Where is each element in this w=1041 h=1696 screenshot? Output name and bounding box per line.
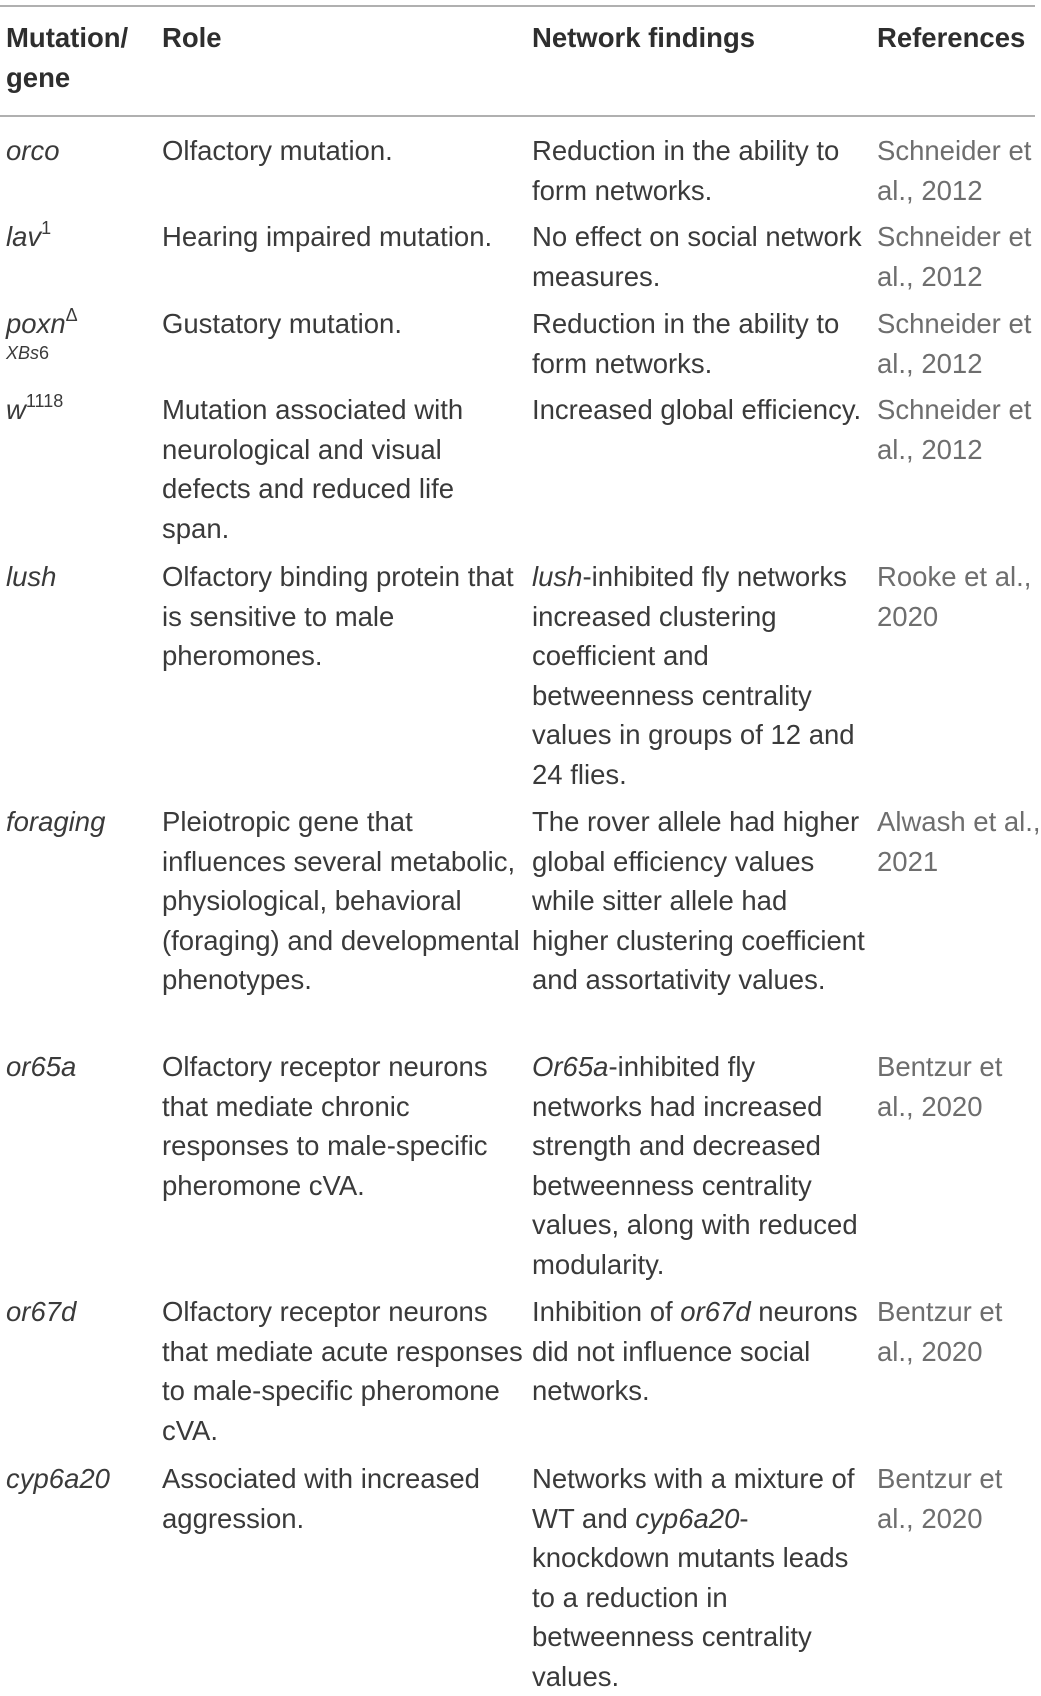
table-row [0,390,1041,557]
gene-cell: lush [6,561,57,592]
findings-prefix: Networks with a mixture of WT and [532,1463,855,1534]
reference-cell: Rooke et al., 2020 [877,561,1032,632]
findings-cell: Reduction in the ability to form networks. [532,308,840,379]
gene-subscript [6,342,154,364]
table-top-rule [0,5,1035,7]
gene-superscript: 1 [41,218,52,238]
table-row [0,1459,1041,1692]
gene-cell: or65a [6,1051,77,1082]
header-role: Role [162,22,222,53]
findings-gene: Or65a [532,1051,609,1082]
header-findings: Network findings [532,22,756,53]
gene-subscript-text: XBs [6,342,40,363]
findings-gene: lush [532,561,583,592]
gene-name: poxn [6,308,66,339]
findings-cell: Increased global efficiency. [532,394,862,425]
gene-cell: cyp6a20 [6,1463,110,1494]
gene-name: lav [6,221,42,252]
gene-cell: orco [6,135,60,166]
role-cell: Gustatory mutation. [162,308,402,339]
header-rule [0,115,1035,117]
findings-text: -inhibited fly networks had increased strength and decreased betweenness centrality values, along with reduced modularity. [532,1051,858,1280]
reference-cell: Schneider et al., 2012 [877,308,1032,379]
findings-text: -inhibited fly networks increased clustering coefficient and betweenness centrality values in groups of 12 and 24 flies. [532,561,855,790]
findings-cell [532,557,870,794]
table-row [0,802,1041,1047]
gene-cell [6,217,154,261]
reference-cell: Schneider et al., 2012 [877,221,1032,292]
gene-name: w [6,394,26,425]
findings-cell: The rover allele had higher global efficiency values while sitter allele had higher clustering coefficient and assortativity values. [532,806,865,995]
role-cell: Olfactory binding protein that is sensitive to male pheromones. [162,561,514,671]
role-cell: Pleiotropic gene that influences several metabolic, physiological, behavioral (foraging) and developmental phenotypes. [162,806,520,995]
findings-cell: Reduction in the ability to form networks. [532,135,840,206]
table-row [0,557,1041,802]
role-cell: Olfactory receptor neurons that mediate acute responses to male-specific pheromone cVA. [162,1296,523,1446]
reference-cell: Schneider et al., 2012 [877,135,1032,206]
gene-subscript-number: 6 [39,342,50,363]
findings-text: -knockdown mutants leads to a reduction in betweenness centrality values. [532,1502,849,1692]
table-row [0,1292,1041,1459]
findings-cell [532,1292,870,1411]
findings-cell [532,1047,870,1284]
gene-cell: or67d [6,1296,77,1327]
findings-cell: No effect on social network measures. [532,221,862,292]
table-row [0,304,1041,390]
findings-gene: cyp6a20 [635,1502,740,1534]
gene-superscript: Δ [65,305,78,325]
reference-cell: Bentzur et al., 2020 [877,1296,1003,1367]
findings-prefix: Inhibition of [532,1296,681,1327]
findings-text: neurons did not influence social networks. [532,1296,858,1406]
gene-cell [6,304,154,364]
header-references: References [877,22,1026,53]
gene-cell: foraging [6,806,106,837]
reference-cell: Alwash et al., 2021 [877,806,1041,877]
findings-cell [532,1459,870,1696]
role-cell: Olfactory mutation. [162,135,393,166]
reference-cell: Bentzur et al., 2020 [877,1463,1003,1534]
role-cell: Mutation associated with neurological and visual defects and reduced life span. [162,394,464,544]
reference-cell: Schneider et al., 2012 [877,394,1032,465]
table-row [0,217,1041,304]
reference-cell: Bentzur et al., 2020 [877,1051,1003,1122]
role-cell: Olfactory receptor neurons that mediate chronic responses to male-specific pheromone cVA. [162,1051,488,1201]
table-body [0,131,1041,1692]
gene-superscript: 1118 [25,391,64,411]
table-header [0,18,1035,113]
header-gene: Mutation/ gene [6,22,129,93]
findings-gene: or67d [680,1296,751,1327]
gene-cell [6,390,154,434]
table-row [0,131,1041,217]
role-cell: Hearing impaired mutation. [162,221,493,252]
role-cell: Associated with increased aggression. [162,1463,480,1534]
table-row [0,1047,1041,1292]
